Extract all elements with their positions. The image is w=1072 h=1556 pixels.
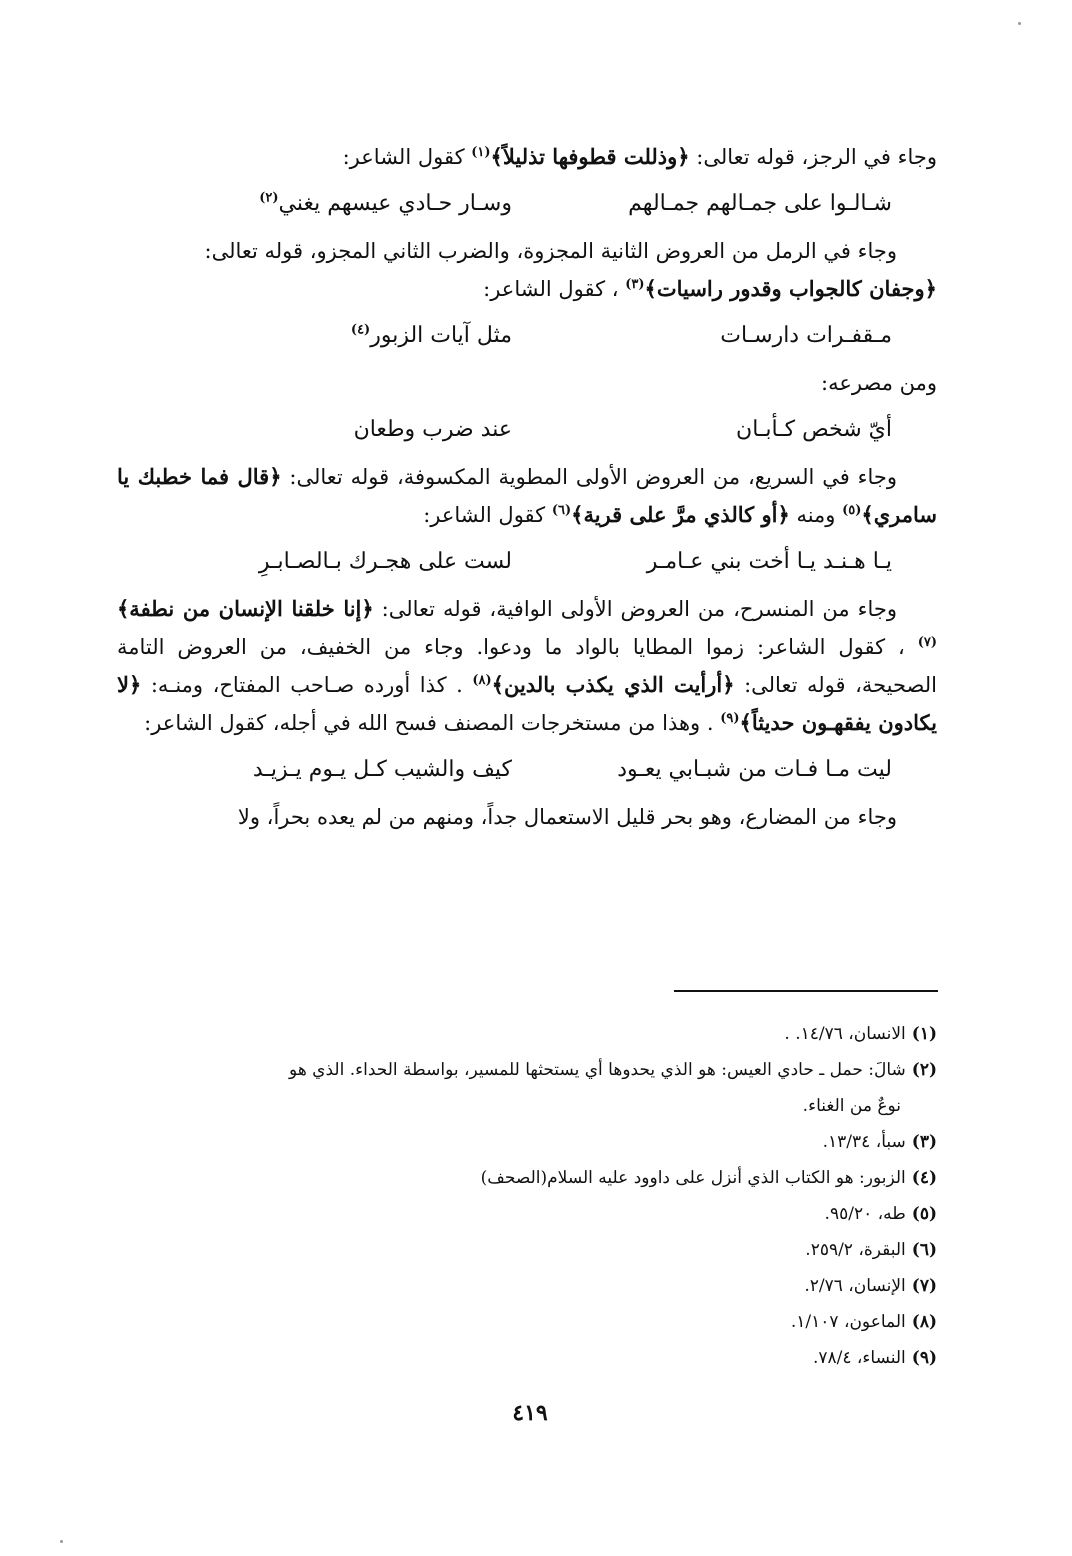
hemistich-text: مثل آيات الزبور [370, 323, 512, 348]
text: ، كقول الشاعر: زموا المطايا بالواد ما ودعوا. وجاء من الخفيف، من العروض التامة الصحيحة، قوله تعالى: [117, 635, 937, 697]
footnote-text: النساء، ٧٨/٤. [812, 1348, 906, 1368]
footnote-text: الزبور: هو الكتاب الذي أنزل على داوود عليه السلام(الصحف) [480, 1168, 906, 1188]
quran-quote: ﴿أرأيت الذي يكذب بالدين﴾ [491, 672, 735, 697]
verse-first-hemistich: ليت مـا فـات من شبـابي يعـود [617, 757, 892, 782]
poem-verse [117, 408, 937, 452]
intro-line: ومن مصرعه: [821, 371, 937, 395]
footnote [117, 1268, 937, 1304]
footnote-ref: (٧) [917, 635, 937, 650]
footnotes [117, 1016, 937, 1376]
footnote-ref: (٢) [259, 190, 279, 206]
scan-speck [60, 1540, 63, 1543]
scan-speck [1018, 22, 1021, 25]
verse-second-hemistich [351, 314, 512, 358]
text: ، كقول الشاعر: [483, 277, 626, 301]
footnote [117, 1196, 937, 1232]
quran-quote: ﴿وجفان كالجواب وقدور راسيات﴾ [644, 276, 937, 301]
text: وجاء في الرمل من العروض الثانية المجزوة، والضرب الثاني المجزو، قوله تعالى: [204, 239, 897, 263]
footnote-text: الانسان، ١٤/٧٦. . [784, 1024, 906, 1044]
footnote-text: الإنسان، ٢/٧٦. [804, 1276, 906, 1296]
paragraph-sari [117, 458, 937, 534]
quran-quote: ﴿إنا خلقنا الإنسان من نطفة﴾ [117, 596, 374, 621]
footnote [117, 1124, 937, 1160]
text: وجاء من المنسرح، من العروض الأولى الوافية، قوله تعالى: [373, 597, 897, 621]
footnote-ref: (٩) [720, 711, 740, 726]
footnote-text: الماعون، ١/١٠٧. [790, 1312, 906, 1332]
footnote-text: شالَ: حمل ـ حادي العيس: هو الذي يحدوها أي يستحثها للمسير، بواسطة الحداء. الذي هو [289, 1060, 906, 1080]
footnote [117, 1340, 937, 1376]
footnote-number: (٥) [911, 1204, 937, 1224]
verse-second-hemistich: عند ضرب وطعان [353, 417, 512, 442]
footnote [117, 1232, 937, 1268]
footnote-number: (٩) [911, 1348, 937, 1368]
main-text [117, 138, 937, 836]
quran-quote: ﴿أو كالذي مرَّ على قرية﴾ [571, 502, 790, 527]
verse-second-hemistich [259, 182, 512, 226]
footnote-number: (١) [911, 1024, 937, 1044]
poem-verse [117, 314, 937, 358]
verse-second-hemistich: لست على هجـرك بـالصـابـرِ [258, 549, 512, 574]
footnote-number: (٣) [911, 1132, 937, 1152]
paragraph-ramal-cont [117, 270, 937, 308]
text: وجاء في السريع، من العروض الأولى المطوية المكسوفة، قوله تعالى: [281, 465, 897, 489]
quran-quote: ﴿لا يكادون يفقهـون حديثاً﴾ [117, 672, 937, 735]
quran-quote: ﴿قال فما خطبك يا سامري﴾ [117, 464, 937, 527]
page-number: ٤١٩ [512, 1400, 548, 1426]
text: وجاء في الرجز، قوله تعالى: [689, 145, 937, 169]
footnote [117, 1160, 937, 1196]
verse-first-hemistich: شـالـوا على جمـالهم جمـالهم [628, 191, 892, 216]
text: كقول الشاعر: [342, 145, 472, 169]
footnote-ref: (٦) [551, 503, 572, 518]
footnote-number: (٨) [911, 1312, 937, 1332]
footnote-ref: (٥) [842, 503, 862, 518]
footnote-ref: (١) [471, 145, 491, 160]
footnote [117, 1016, 937, 1052]
paragraph-ramal [117, 232, 937, 270]
footnote-ref: (٤) [350, 322, 371, 338]
poem-verse [117, 540, 937, 584]
footnote-separator [674, 990, 938, 992]
footnote-ref: (٣) [625, 277, 645, 292]
paragraph-mudari: وجاء من المضارع، وهو بحر قليل الاستعمال جداً، ومنهم من لم يعده بحراً، ولا [237, 805, 897, 829]
footnote-number: (٢) [911, 1060, 937, 1080]
text: كقول الشاعر: [423, 503, 552, 527]
paragraph-rajaz [117, 138, 937, 176]
footnote-text: طه، ٩٥/٢٠. [824, 1204, 906, 1224]
footnote [117, 1304, 937, 1340]
text: . كذا أورده صـاحب المفتاح، ومنـه: [141, 673, 473, 697]
footnote-number: (٦) [911, 1240, 937, 1260]
footnote-ref: (٨) [472, 673, 492, 688]
footnote-number: (٤) [911, 1168, 937, 1188]
poem-verse [117, 182, 937, 226]
verse-first-hemistich: مـقفـرات دارسـات [720, 323, 892, 348]
footnote [117, 1052, 937, 1088]
hemistich-text: وسـار حـادي عيسهم يغني [278, 191, 512, 216]
footnote-continuation: نوعٌ من الغناء. [802, 1096, 901, 1116]
text: . وهذا من مستخرجات المصنف فسح الله في أجله، كقول الشاعر: [144, 711, 721, 735]
verse-first-hemistich: أيّ شخص كـأبـان [736, 417, 892, 442]
footnote-text: البقرة، ٢٥٩/٢. [805, 1240, 906, 1260]
verse-second-hemistich: كيف والشيب كـل يـوم يـزيـد [252, 757, 512, 782]
text: ومنه [789, 503, 843, 527]
footnote-number: (٧) [911, 1276, 937, 1296]
paragraph-munsarih [117, 590, 937, 742]
footnote-text: سبأ، ١٣/٣٤. [822, 1132, 906, 1152]
poem-verse [117, 748, 937, 792]
verse-first-hemistich: يـا هـنـد يـا أخت بني عـامـر [646, 549, 892, 574]
quran-quote: ﴿وذللت قطوفها تذليلاً﴾ [490, 144, 690, 169]
